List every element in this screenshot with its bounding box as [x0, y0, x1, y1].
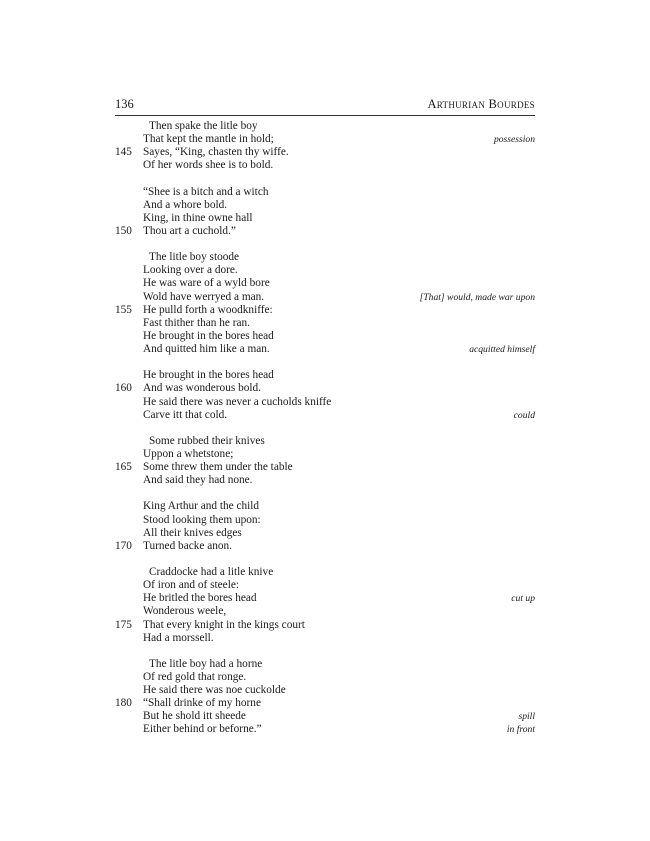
poem-line: [115, 710, 535, 723]
line-text: Then spake the litle boy: [149, 120, 258, 132]
line-text: That kept the mantle in hold;: [143, 133, 274, 146]
line-text: Wold have werryed a man.: [143, 290, 265, 303]
line-text: King, in thine owne hall: [143, 211, 253, 224]
marginal-gloss: [That] would, made war upon: [419, 291, 535, 303]
line-number: 175: [115, 618, 132, 631]
line-text: Thou art a cuchold.”: [143, 224, 236, 237]
poem-line: [115, 369, 535, 382]
poem-line: [115, 697, 535, 710]
poem-line: [115, 291, 535, 304]
poem-line: [115, 409, 535, 422]
poem-line: [115, 671, 535, 684]
poem-line: [115, 592, 535, 605]
stanza: [115, 120, 535, 173]
poem-line: [115, 251, 535, 264]
poem-line: [115, 474, 535, 487]
page-number: 136: [115, 97, 134, 111]
line-text: And a whore bold.: [143, 198, 228, 211]
line-text: And quitted him like a man.: [143, 343, 270, 356]
line-text: Sayes, “King, chasten thy wiffe.: [143, 146, 289, 159]
poem-line: [115, 146, 535, 159]
poem-text: [115, 120, 535, 750]
poem-line: [115, 461, 535, 474]
marginal-gloss: spill: [518, 711, 535, 723]
line-text: He said there was never a cucholds kniffe: [143, 395, 332, 408]
stanza: [115, 658, 535, 737]
poem-line: [115, 579, 535, 592]
poem-line: [115, 120, 535, 133]
poem-line: [115, 225, 535, 238]
line-text: He pulld forth a woodkniffe:: [143, 303, 273, 316]
poem-line: [115, 277, 535, 290]
line-number: 165: [115, 461, 132, 474]
line-text: Turned backe anon.: [143, 539, 232, 552]
line-text: The litle boy had a horne: [149, 657, 263, 670]
line-text: Stood looking them upon:: [143, 513, 261, 526]
poem-line: [115, 500, 535, 513]
line-text: That every knight in the kings court: [143, 618, 305, 631]
line-text: Of iron and of steele:: [143, 579, 239, 592]
poem-line: [115, 186, 535, 199]
poem-line: [115, 435, 535, 448]
line-text: He was ware of a wyld bore: [143, 277, 270, 290]
stanza: [115, 566, 535, 645]
stanza: [115, 500, 535, 553]
line-text: He britled the bores head: [143, 592, 257, 605]
stanza: [115, 435, 535, 488]
poem-line: [115, 212, 535, 225]
line-text: “Shee is a bitch and a witch: [143, 185, 269, 198]
line-number: 180: [115, 697, 132, 710]
poem-line: [115, 566, 535, 579]
marginal-gloss: possession: [493, 134, 535, 146]
line-text: He said there was noe cuckolde: [143, 684, 286, 697]
line-number: 170: [115, 539, 132, 552]
line-text: Either behind or beforne.”: [143, 723, 262, 736]
line-text: Some threw them under the table: [143, 461, 293, 474]
poem-line: [115, 343, 535, 356]
line-text: Uppon a whetstone;: [143, 447, 234, 460]
poem-line: [115, 540, 535, 553]
poem-line: [115, 527, 535, 540]
poem-line: [115, 304, 535, 317]
stanza: [115, 186, 535, 239]
marginal-gloss: acquitted himself: [469, 344, 535, 356]
header-rule: [115, 115, 535, 116]
line-text: All their knives edges: [143, 526, 242, 539]
line-text: He brought in the bores head: [143, 329, 274, 342]
poem-line: [115, 619, 535, 632]
line-number: 145: [115, 146, 132, 159]
poem-line: [115, 396, 535, 409]
poem-line: [115, 382, 535, 395]
line-text: Fast thither than he ran.: [143, 316, 250, 329]
poem-line: [115, 514, 535, 527]
running-title: Arthurian Bourdes: [427, 97, 535, 111]
line-text: He brought in the bores head: [143, 369, 274, 382]
line-text: And said they had none.: [143, 474, 253, 487]
poem-line: [115, 133, 535, 146]
line-text: Some rubbed their knives: [149, 434, 265, 447]
page-header: [115, 97, 535, 113]
line-text: Looking over a dore.: [143, 264, 238, 277]
line-text: Carve itt that cold.: [143, 408, 228, 421]
poem-line: [115, 199, 535, 212]
poem-line: [115, 264, 535, 277]
line-text: Craddocke had a litle knive: [149, 565, 274, 578]
line-text: Of her words shee is to bold.: [143, 159, 274, 172]
line-text: King Arthur and the child: [143, 500, 260, 513]
line-text: Of red gold that ronge.: [143, 670, 247, 683]
line-text: Had a morssell.: [143, 631, 214, 644]
poem-line: [115, 330, 535, 343]
line-text: But he shold itt sheede: [143, 710, 246, 723]
marginal-gloss: cut up: [511, 593, 535, 605]
poem-line: [115, 159, 535, 172]
stanza: [115, 251, 535, 356]
poem-line: [115, 448, 535, 461]
poem-line: [115, 658, 535, 671]
stanza: [115, 369, 535, 422]
line-number: 160: [115, 382, 132, 395]
poem-line: [115, 317, 535, 330]
marginal-gloss: could: [513, 409, 535, 421]
line-text: And was wonderous bold.: [143, 382, 261, 395]
poem-line: [115, 605, 535, 618]
line-text: Wonderous weele,: [143, 605, 227, 618]
marginal-gloss: in front: [506, 724, 535, 736]
line-text: The litle boy stoode: [149, 251, 240, 264]
line-number: 155: [115, 303, 132, 316]
line-number: 150: [115, 224, 132, 237]
poem-line: [115, 684, 535, 697]
line-text: “Shall drinke of my horne: [143, 697, 261, 710]
poem-line: [115, 632, 535, 645]
poem-line: [115, 723, 535, 736]
